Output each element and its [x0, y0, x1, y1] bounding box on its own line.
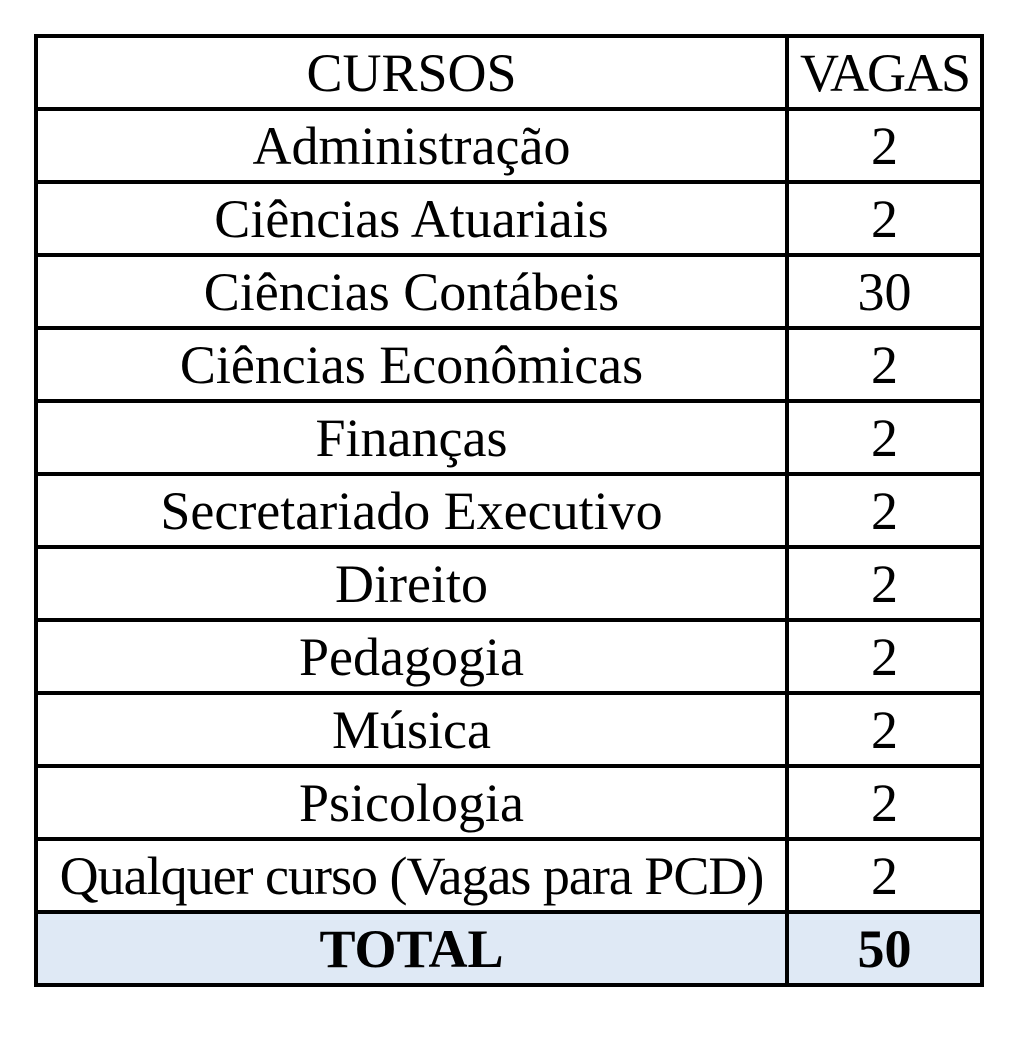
vagas-cell: 2	[787, 109, 982, 182]
total-label: TOTAL	[36, 912, 787, 985]
total-value: 50	[787, 912, 982, 985]
vagas-cell: 2	[787, 547, 982, 620]
total-row	[36, 912, 982, 985]
curso-cell: Ciências Econômicas	[36, 328, 787, 401]
vagas-cell: 2	[787, 474, 982, 547]
curso-cell: Finanças	[36, 401, 787, 474]
table-header-row	[36, 36, 982, 109]
table-row	[36, 109, 982, 182]
vagas-cell: 2	[787, 693, 982, 766]
vagas-cell: 2	[787, 839, 982, 912]
table-row	[36, 182, 982, 255]
vagas-cell: 2	[787, 401, 982, 474]
vagas-cell: 2	[787, 328, 982, 401]
vagas-cell: 30	[787, 255, 982, 328]
curso-cell: Administração	[36, 109, 787, 182]
table-row	[36, 839, 982, 912]
table-row	[36, 328, 982, 401]
table-row	[36, 693, 982, 766]
table-row	[36, 766, 982, 839]
vagas-cell: 2	[787, 182, 982, 255]
curso-cell: Pedagogia	[36, 620, 787, 693]
curso-cell: Ciências Contábeis	[36, 255, 787, 328]
vagas-cell: 2	[787, 620, 982, 693]
table-row	[36, 401, 982, 474]
curso-cell: Qualquer curso (Vagas para PCD)	[36, 839, 787, 912]
vagas-table	[34, 34, 984, 987]
curso-cell: Direito	[36, 547, 787, 620]
curso-cell: Psicologia	[36, 766, 787, 839]
curso-cell: Música	[36, 693, 787, 766]
table-row	[36, 547, 982, 620]
curso-cell: Ciências Atuariais	[36, 182, 787, 255]
vagas-cell: 2	[787, 766, 982, 839]
table-row	[36, 255, 982, 328]
header-cursos: CURSOS	[36, 36, 787, 109]
curso-cell: Secretariado Executivo	[36, 474, 787, 547]
table-row	[36, 620, 982, 693]
header-vagas: VAGAS	[787, 36, 982, 109]
table-row	[36, 474, 982, 547]
